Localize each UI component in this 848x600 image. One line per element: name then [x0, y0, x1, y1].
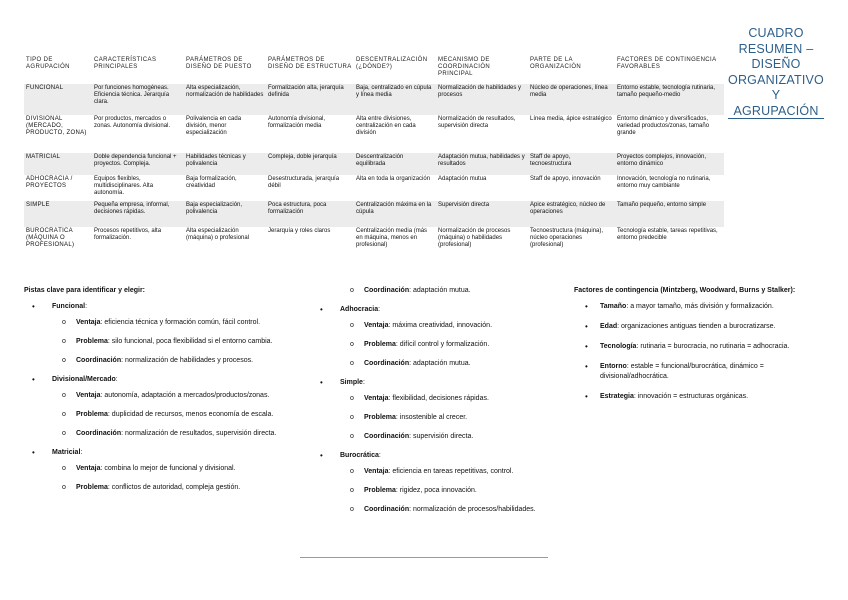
factor-label: Entorno: [600, 363, 627, 370]
table-cell: Baja, centralizado en cúpula y línea media: [356, 85, 432, 99]
clue-text: : normalización de resultados, supervisión directa.: [121, 430, 277, 437]
clue-label: Coordinación: [364, 287, 410, 294]
header-cell: PARTE DE LA ORGANIZACIÓN: [530, 57, 582, 71]
table-cell: Alta especialización, normalización de habilidades: [186, 85, 264, 99]
clue-category: • Divisional/Mercado:: [24, 375, 279, 385]
table-row: [24, 84, 724, 115]
factor-item: [574, 362, 806, 382]
factors-heading: Factores de contingencia (Mintzberg, Woodward, Burns y Stalker):: [574, 287, 796, 294]
clue-label: Problema: [76, 484, 108, 491]
category-label: Burocrática: [340, 452, 379, 459]
clue-item: [312, 286, 552, 296]
header-cell: TIPO DE AGRUPACIÓN: [26, 57, 70, 71]
table-cell: Entorno dinámico y diversificados, variedad productos/zonas, tamaño grande: [617, 116, 710, 137]
table-cell: DIVISIONAL (MERCADO, PRODUCTO, ZONA): [26, 116, 87, 137]
clue-category: • Funcional:: [24, 302, 279, 312]
clue-text: : autonomía, adaptación a mercados/productos/zonas.: [100, 392, 270, 399]
table-cell: SIMPLE: [26, 202, 50, 208]
clue-text: : máxima creatividad, innovación.: [388, 322, 493, 329]
clue-text: : eficiencia técnica y formación común, fácil control.: [100, 319, 261, 326]
factor-label: Tecnología: [600, 343, 637, 350]
table-cell: Alta entre divisiones, centralización en cada división: [356, 116, 416, 137]
factors-column: [574, 286, 806, 412]
clue-text: : difícil control y formalización.: [395, 341, 490, 348]
clue-item: [312, 505, 552, 515]
factor-item: [574, 392, 806, 402]
clues-heading: Pistas clave para identificar y elegir:: [24, 287, 146, 294]
table-row: [24, 175, 724, 201]
clue-label: Ventaja: [364, 395, 389, 402]
factor-item: [574, 342, 806, 352]
summary-table: [24, 54, 724, 261]
table-cell: Normalización de procesos (máquina) o habilidades (profesional): [438, 228, 511, 249]
table-cell: Habilidades técnicas y polivalencia: [186, 154, 246, 168]
header-cell: MECANISMO DE COORDINACIÓN PRINCIPAL: [438, 57, 491, 78]
table-cell: BUROCRÁTICA (MÁQUINA O PROFESIONAL): [26, 228, 75, 249]
clue-category: • Simple:: [312, 378, 552, 388]
clue-item: [312, 467, 552, 477]
clue-label: Problema: [76, 338, 108, 345]
table-cell: Jerarquía y roles claros: [268, 228, 331, 234]
table-cell: Alta especialización (máquina) o profesional: [186, 228, 250, 242]
table-cell: Núcleo de operaciones, línea media: [530, 85, 608, 99]
table-cell: Desestructurada, jerarquía débil: [268, 176, 340, 190]
table-cell: Pequeña empresa, informal, decisiones rápidas.: [94, 202, 170, 216]
title-line: CUADRO: [748, 26, 804, 40]
clue-text: : duplicidad de recursos, menos economía de escala.: [107, 411, 274, 418]
table-cell: Por productos, mercados o zonas. Autonomía divisional.: [94, 116, 171, 130]
clue-label: Ventaja: [364, 468, 389, 475]
clue-text: : flexibilidad, decisiones rápidas.: [388, 395, 489, 402]
clue-label: Coordinación: [364, 360, 410, 367]
table-cell: Tamaño pequeño, entorno simple: [617, 202, 707, 208]
table-cell: MATRICIAL: [26, 154, 61, 160]
clue-text: : adaptación mutua.: [409, 287, 471, 294]
clue-item: [24, 391, 279, 401]
clue-label: Ventaja: [364, 322, 389, 329]
table-cell: ADHOCRACIA / PROYECTOS: [26, 176, 73, 190]
clues-column-middle: [312, 286, 552, 524]
title-line: DISEÑO: [751, 57, 801, 71]
clue-text: : combina lo mejor de funcional y divisional.: [100, 465, 236, 472]
clue-label: Problema: [76, 411, 108, 418]
table-cell: Polivalencia en cada división, menor especialización: [186, 116, 242, 137]
table-cell: Equipos flexibles, multidisciplinares. Alta autonomía.: [94, 176, 154, 197]
factor-item: [574, 322, 806, 332]
table-cell: Staff de apoyo, innovación: [530, 176, 601, 182]
clue-label: Problema: [364, 414, 396, 421]
clue-label: Coordinación: [364, 433, 410, 440]
table-row: [24, 227, 724, 261]
clue-label: Ventaja: [76, 465, 101, 472]
clues-column-left: [24, 286, 279, 502]
clue-category: • Burocrática:: [312, 451, 552, 461]
table-cell: Compleja, doble jerarquía: [268, 154, 337, 160]
table-cell: Descentralización equilibrada: [356, 154, 404, 168]
clue-item: [24, 337, 279, 347]
clue-label: Coordinación: [76, 430, 122, 437]
clue-label: Problema: [364, 487, 396, 494]
table-row: [24, 201, 724, 227]
clue-text: : rigidez, poca innovación.: [395, 487, 477, 494]
header-cell: PARÁMETROS DE DISEÑO DE ESTRUCTURA: [268, 57, 352, 71]
factor-text: : innovación = estructuras orgánicas.: [633, 393, 749, 400]
table-cell: Innovación, tecnología no rutinaria, entorno muy cambiante: [617, 176, 711, 190]
clue-item: [312, 394, 552, 404]
table-cell: Adaptación mutua, habilidades y resultados: [438, 154, 525, 168]
clue-label: Problema: [364, 341, 396, 348]
table-cell: Centralización máxima en la cúpula: [356, 202, 432, 216]
header-cell: CARACTERÍSTICAS PRINCIPALES: [94, 57, 157, 71]
table-row: [24, 153, 724, 175]
clue-item: [312, 359, 552, 369]
table-cell: Procesos repetitivos, alta formalización.: [94, 228, 162, 242]
table-cell: Formalización alta, jerarquía definida: [268, 85, 344, 99]
table-cell: Por funciones homogéneas. Eficiencia técnica. Jerarquía clara.: [94, 85, 170, 106]
clue-text: : normalización de procesos/habilidades.: [409, 506, 536, 513]
table-cell: Doble dependencia funcional + proyectos. Compleja.: [94, 154, 177, 168]
category-label: Matricial: [52, 449, 81, 456]
table-cell: Staff de apoyo, tecnoestructura: [530, 154, 572, 168]
factor-label: Edad: [600, 323, 618, 330]
header-cell: FACTORES DE CONTINGENCIA FAVORABLES: [617, 57, 717, 71]
table-cell: Poca estructura, poca formalización: [268, 202, 327, 216]
clue-item: [312, 413, 552, 423]
table-cell: Centralización media (más en máquina, menos en profesional): [356, 228, 428, 249]
table-cell: Ápice estratégico, núcleo de operaciones: [530, 202, 606, 216]
table-cell: Baja formalización, creatividad: [186, 176, 237, 190]
factor-text: : estable = funcional/burocrática, dinámico = divisional/adhocrática.: [600, 363, 764, 380]
clue-item: [312, 486, 552, 496]
factor-text: : organizaciones antiguas tienden a burocratizarse.: [617, 323, 776, 330]
table-cell: Normalización de habilidades y procesos: [438, 85, 522, 99]
category-label: Divisional/Mercado: [52, 376, 116, 383]
factor-label: Estrategia: [600, 393, 634, 400]
clue-text: : conflictos de autoridad, compleja gestión.: [107, 484, 241, 491]
category-label: Simple: [340, 379, 363, 386]
clue-item: [24, 410, 279, 420]
clue-text: : insostenible al crecer.: [395, 414, 468, 421]
table-cell: Supervisión directa: [438, 202, 490, 208]
title-line: Y AGRUPACIÓN: [733, 88, 819, 118]
title-line: RESUMEN –: [738, 41, 814, 56]
clue-text: : supervisión directa.: [409, 433, 474, 440]
footnote-separator: [300, 557, 548, 558]
table-cell: Tecnoestructura (máquina), núcleo operaciones (profesional): [530, 228, 604, 249]
clue-text: : eficiencia en tareas repetitivas, control.: [388, 468, 514, 475]
clue-item: [24, 464, 279, 474]
clue-label: Coordinación: [364, 506, 410, 513]
clue-category: • Matricial:: [24, 448, 279, 458]
clue-item: [24, 483, 279, 493]
clue-label: Coordinación: [76, 357, 122, 364]
factor-text: : rutinaria = burocracia, no rutinaria = adhocracia.: [636, 343, 790, 350]
table-cell: Proyectos complejos, innovación, entorno dinámico: [617, 154, 707, 168]
table-cell: Autonomía divisional, formalización media: [268, 116, 326, 130]
clue-item: [24, 318, 279, 328]
clue-text: : adaptación mutua.: [409, 360, 471, 367]
table-cell: Baja especialización, polivalencia: [186, 202, 243, 216]
clue-text: : silo funcional, poca flexibilidad si el entorno cambia.: [107, 338, 273, 345]
table-row: [24, 115, 724, 153]
table-cell: Tecnología estable, tareas repetitivas, entorno predecible: [617, 228, 718, 242]
title-underline: [728, 118, 824, 119]
page-title: [728, 26, 824, 119]
table-cell: FUNCIONAL: [26, 85, 64, 91]
header-cell: PARÁMETROS DE DISEÑO DE PUESTO: [186, 57, 252, 71]
clue-item: [24, 356, 279, 366]
clue-item: [312, 340, 552, 350]
clue-label: Ventaja: [76, 319, 101, 326]
clue-text: : normalización de habilidades y procesos.: [121, 357, 254, 364]
category-label: Adhocracia: [340, 306, 379, 313]
clue-item: [312, 321, 552, 331]
category-label: Funcional: [52, 303, 86, 310]
table-cell: Normalización de resultados, supervisión directa: [438, 116, 516, 130]
factor-item: [574, 302, 806, 312]
factor-label: Tamaño: [600, 303, 627, 310]
clue-item: [312, 432, 552, 442]
table-header: [24, 54, 724, 84]
title-line: ORGANIZATIVO: [728, 72, 824, 87]
clue-item: [24, 429, 279, 439]
table-cell: Línea media, ápice estratégico: [530, 116, 612, 122]
table-cell: Entorno estable, tecnología rutinaria, tamaño pequeño-medio: [617, 85, 716, 99]
table-cell: Adaptación mutua: [438, 176, 487, 182]
table-cell: Alta en toda la organización: [356, 176, 431, 182]
clue-category: • Adhocracia:: [312, 305, 552, 315]
factor-text: : a mayor tamaño, más división y formalización.: [626, 303, 774, 310]
clue-label: Ventaja: [76, 392, 101, 399]
header-cell: DESCENTRALIZACIÓN (¿DÓNDE?): [356, 57, 428, 71]
